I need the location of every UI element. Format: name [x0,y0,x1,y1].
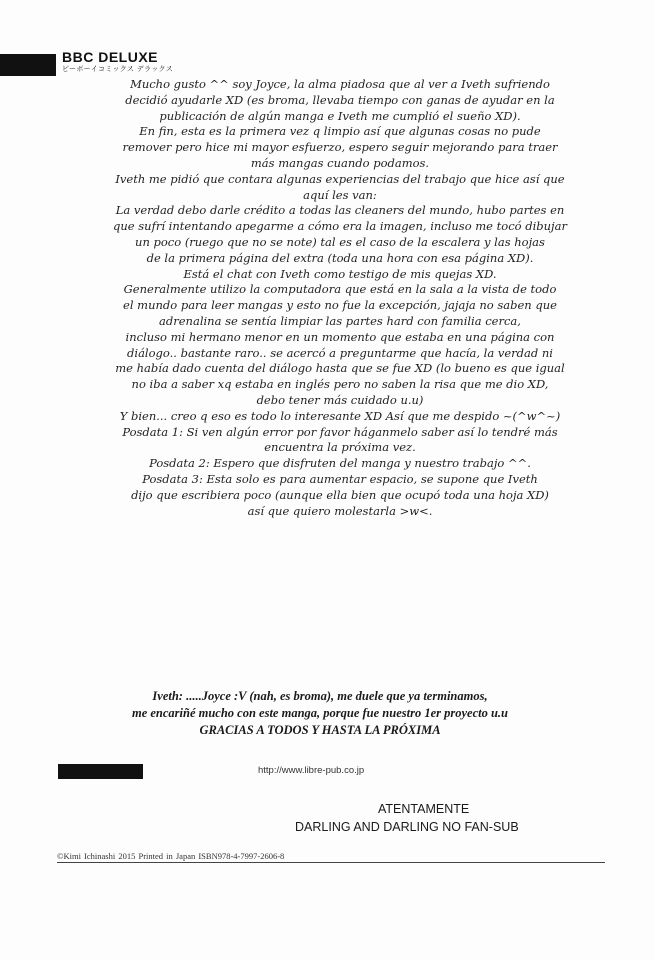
note-line: así que quiero molestarla >w<. [247,503,433,518]
signoff-group: DARLING AND DARLING NO FAN-SUB [295,820,519,834]
closing-line: me encariñé mucho con este manga, porque fue nuestro 1er proyecto u.u [131,706,509,720]
note-line: debo tener más cuidado u.u) [256,392,424,407]
closing-line: Iveth: .....Joyce :V (nah, es broma), me duele que ya terminamos, [152,689,488,703]
signoff-regards: ATENTAMENTE [378,802,470,816]
note-line: no iba a saber xq estaba en inglés pero no saben la risa que me dio XD, [131,377,549,392]
note-line: Mucho gusto ^^ soy Joyce, la alma piadosa que al ver a Iveth sufriendo [130,77,550,91]
note-line: Y bien... creo q eso es todo lo interesante XD Así que me despido ~(^w^~) [119,408,561,423]
note-line: aquí les van: [303,187,377,202]
note-line: más mangas cuando podamos. [250,155,430,170]
publisher-url: http://www.libre-pub.co.jp [258,765,365,776]
note-line: Generalmente utilizo la computadora que está en la sala a la vista de todo [123,282,557,297]
note-line: La verdad debo darle crédito a todas las cleaners del mundo, hubo partes en [115,203,565,218]
note-line: remover pero hice mi mayor esfuerzo, espero seguir mejorando para traer [122,140,558,155]
closing-line: GRACIAS A TODOS Y HASTA LA PRÓXIMA [199,723,441,737]
redaction-bar [58,764,143,779]
note-line: de la primera página del extra (toda una hora con esa página XD). [146,250,534,265]
closing-message [20,688,620,739]
note-line: un poco (ruego que no se note) tal es el caso de la escalera y las hojas [135,234,545,249]
note-line: adrenalina se sentía limpiar las partes hard con familia cerca, [159,313,521,328]
note-line: Iveth me pidió que contara algunas experiencias del trabajo que hice así que [115,171,565,186]
note-line: incluso mi hermano menor en un momento que estaba en una página con [125,329,555,344]
note-line: dijo que escribiera poco (aunque ella bien que ocupó toda una hoja XD) [131,487,549,502]
copyright-line: ©Kimi Ichinashi 2015 Printed in Japan ISBN978-4-7997-2606-8 [57,851,285,861]
note-line: encuentra la próxima vez. [264,440,416,455]
note-line: Posdata 3: Esta solo es para aumentar espacio, se supone que Iveth [142,471,538,486]
note-line: Posdata 2: Espero que disfruten del manga y nuestro trabajo ^^. [149,456,531,471]
note-line: En fin, esta es la primera vez q limpio así que algunas cosas no pude [139,124,541,139]
note-line: Está el chat con Iveth como testigo de mis quejas XD. [183,266,497,281]
signoff [290,800,580,836]
brand-subtitle: ビーボーイコミックス デラックス [62,65,174,73]
header-black-bar [0,54,56,76]
note-line: me había dado cuenta del diálogo hasta que se fue XD (lo bueno es que igual [115,361,565,376]
note-line: diálogo.. bastante raro.. se acercó a preguntarme que hacía, la verdad ni [127,345,553,360]
translator-note [40,77,640,519]
note-line: decidió ayudarle XD (es broma, llevaba tiempo con ganas de ayudar en la [125,92,555,107]
brand-logo [62,50,173,74]
note-line: el mundo para leer mangas y esto no fue la excepción, jajaja no saben que [123,298,557,313]
footer-divider [57,862,605,863]
brand-title: BBC DELUXE [62,49,159,65]
note-line: Posdata 1: Si ven algún error por favor háganmelo saber así lo tendré más [122,424,558,439]
note-line: publicación de algún manga e Iveth me cumplió el sueño XD). [159,108,521,123]
note-line: que sufrí intentando apegarme a cómo era la imagen, incluso me tocó dibujar [113,219,567,234]
